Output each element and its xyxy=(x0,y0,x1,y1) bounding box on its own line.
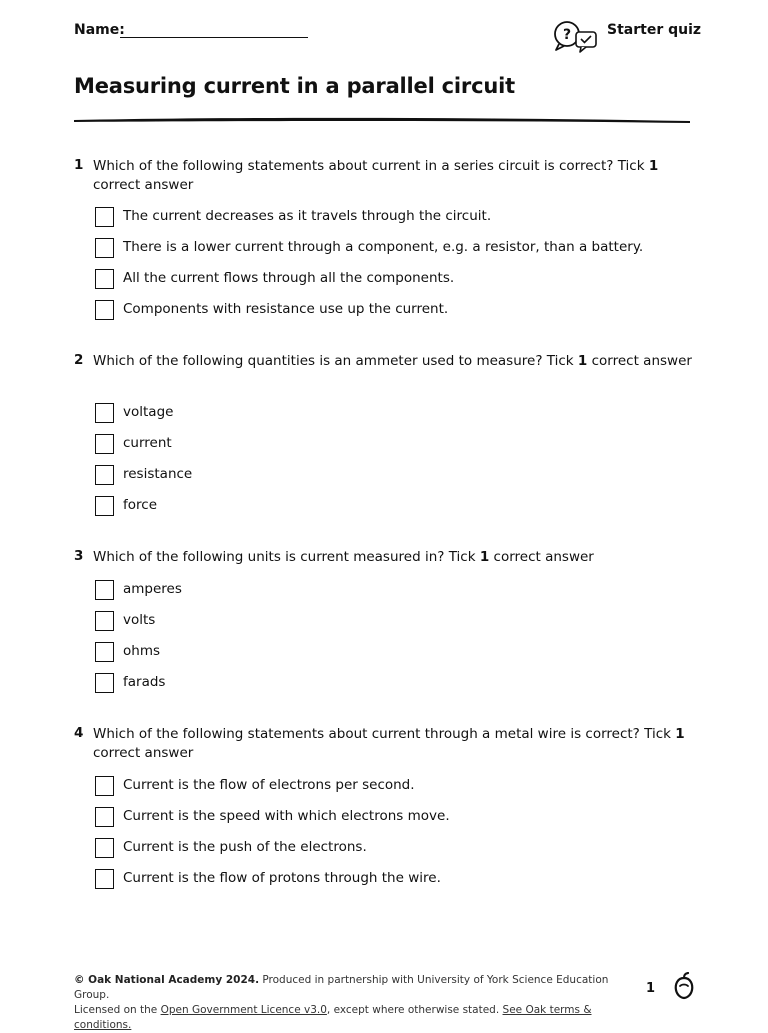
answer-label: The current decreases as it travels through the circuit. xyxy=(123,208,492,224)
question-3 xyxy=(74,548,694,698)
partnership-text: Produced in partnership with University of York Science Education Group. xyxy=(74,974,609,1001)
answer-label: Current is the speed with which electrons move. xyxy=(123,808,450,824)
footer-line-2: Licensed on the Open Government Licence v3.0, except where otherwise stated. See Oak terms & conditions. xyxy=(74,1004,592,1031)
answer-option[interactable] xyxy=(95,838,675,862)
answer-label: All the current flows through all the components. xyxy=(123,270,455,286)
answer-label: Current is the flow of protons through the wire. xyxy=(123,870,441,886)
answer-option[interactable] xyxy=(95,465,675,489)
answer-checkbox[interactable] xyxy=(95,465,114,485)
name-field-line[interactable] xyxy=(120,37,308,38)
answer-label: ohms xyxy=(123,643,160,659)
name-label: Name: xyxy=(74,22,125,38)
answer-label: Current is the flow of electrons per second. xyxy=(123,777,415,793)
answer-option[interactable] xyxy=(95,869,675,893)
answer-label: volts xyxy=(123,612,156,628)
question-number: 1 xyxy=(74,157,84,173)
answer-option[interactable] xyxy=(95,611,675,635)
answer-label: Current is the push of the electrons. xyxy=(123,839,367,855)
answer-label: voltage xyxy=(123,404,174,420)
answer-label: farads xyxy=(123,674,166,690)
answer-option[interactable] xyxy=(95,776,675,800)
question-2 xyxy=(74,352,694,522)
answer-label: force xyxy=(123,497,157,513)
answer-checkbox[interactable] xyxy=(95,300,114,320)
answer-checkbox[interactable] xyxy=(95,838,114,858)
question-number: 2 xyxy=(74,352,84,368)
answer-checkbox[interactable] xyxy=(95,580,114,600)
question-number: 3 xyxy=(74,548,84,564)
title-underline xyxy=(74,114,690,126)
quiz-badge xyxy=(552,19,702,53)
answer-checkbox[interactable] xyxy=(95,496,114,516)
question-1 xyxy=(74,157,694,327)
licence-link[interactable]: Open Government Licence v3.0 xyxy=(160,1004,327,1016)
copyright-text: © Oak National Academy 2024. xyxy=(74,974,260,986)
answer-label: There is a lower current through a component, e.g. a resistor, than a battery. xyxy=(123,239,644,255)
answer-option[interactable] xyxy=(95,580,675,604)
quiz-type-label: Starter quiz xyxy=(607,22,702,38)
question-4 xyxy=(74,725,694,895)
question-text: Which of the following units is current measured in? Tick 1 correct answer xyxy=(93,549,594,565)
answer-checkbox[interactable] xyxy=(95,207,114,227)
question-chat-icon xyxy=(552,19,598,53)
answer-option[interactable] xyxy=(95,642,675,666)
answer-checkbox[interactable] xyxy=(95,269,114,289)
page-number: 1 xyxy=(646,981,656,996)
footer-line-1 xyxy=(74,973,634,1003)
answer-checkbox[interactable] xyxy=(95,673,114,693)
answer-label: current xyxy=(123,435,172,451)
answer-option[interactable] xyxy=(95,300,675,324)
answer-option[interactable] xyxy=(95,207,675,231)
answer-checkbox[interactable] xyxy=(95,776,114,796)
question-text: Which of the following statements about current in a series circuit is correct? Tick 1 correct answer xyxy=(93,158,659,193)
answer-option[interactable] xyxy=(95,673,675,697)
answer-checkbox[interactable] xyxy=(95,869,114,889)
page-title: Measuring current in a parallel circuit xyxy=(74,74,515,98)
answer-checkbox[interactable] xyxy=(95,238,114,258)
answer-option[interactable] xyxy=(95,496,675,520)
answer-option[interactable] xyxy=(95,238,675,262)
answer-label: resistance xyxy=(123,466,193,482)
answer-checkbox[interactable] xyxy=(95,642,114,662)
answer-option[interactable] xyxy=(95,807,675,831)
oak-acorn-icon xyxy=(673,972,695,1000)
answer-option[interactable] xyxy=(95,269,675,293)
answer-option[interactable] xyxy=(95,434,675,458)
question-text: Which of the following quantities is an ammeter used to measure? Tick 1 correct answer xyxy=(93,353,692,369)
footer-credits xyxy=(74,973,634,1033)
question-text: Which of the following statements about current through a metal wire is correct? Tick 1 correct answer xyxy=(93,726,685,761)
answer-checkbox[interactable] xyxy=(95,807,114,827)
question-number: 4 xyxy=(74,725,84,741)
answer-label: amperes xyxy=(123,581,182,597)
answer-option[interactable] xyxy=(95,403,675,427)
answer-checkbox[interactable] xyxy=(95,434,114,454)
answer-label: Components with resistance use up the current. xyxy=(123,301,449,317)
terms-link[interactable]: See Oak terms & conditions. xyxy=(74,1004,592,1031)
answer-checkbox[interactable] xyxy=(95,611,114,631)
svg-text:?: ? xyxy=(562,27,572,43)
answer-checkbox[interactable] xyxy=(95,403,114,423)
